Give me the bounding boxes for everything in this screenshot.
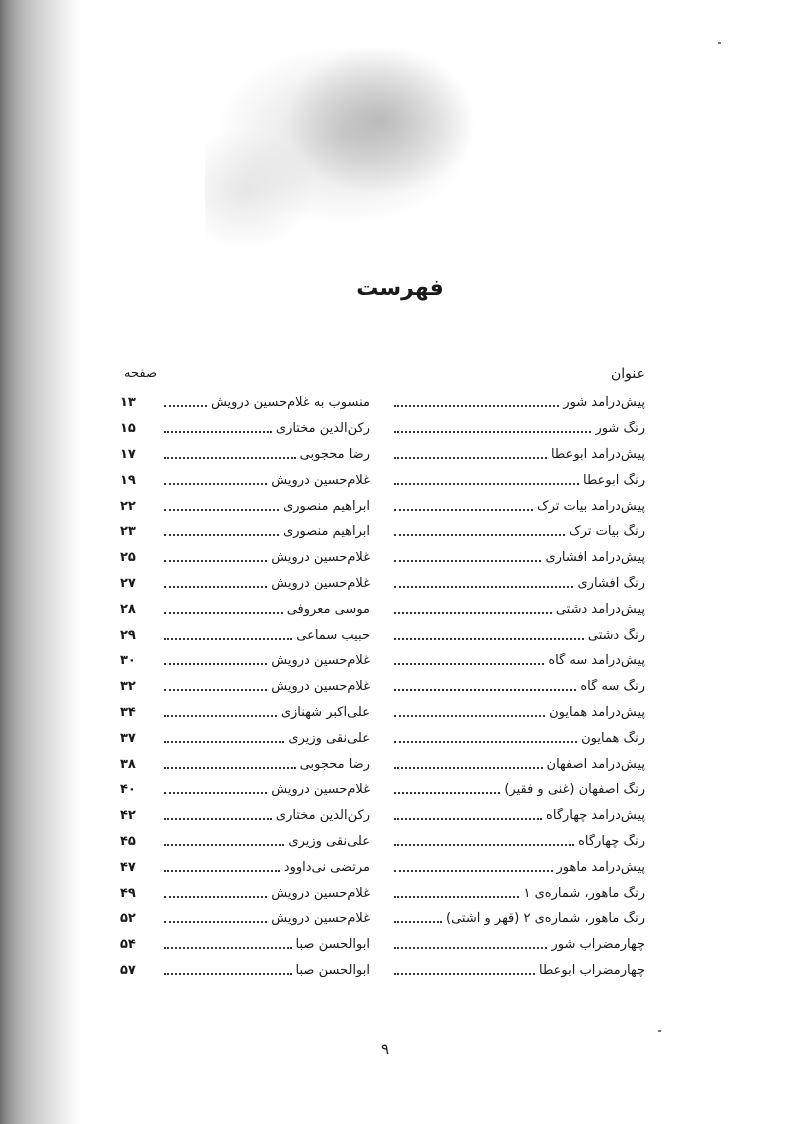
toc-entry-title: پیش‌درآمد ابوعطا [550,446,645,462]
toc-entry-author: علی‌نقی وزیری [288,730,370,746]
scan-smudge [205,40,505,260]
dot-leader [394,585,573,588]
dot-leader [164,611,283,614]
dot-leader [394,559,541,562]
toc-entry-page: ۵۴ [120,937,136,953]
toc-entry-page: ۳۰ [120,653,136,669]
scan-speck [658,1030,661,1032]
toc-entry [120,803,645,829]
dot-leader [164,662,267,665]
dot-leader [394,714,545,717]
toc-entry-page: ۲۹ [120,627,136,643]
toc-entry [120,932,645,958]
dot-leader [394,688,576,691]
toc-entry-author-cell [160,757,390,772]
toc-entry-author-cell [160,963,390,978]
toc-entry-title: چهارمضراب ابوعطا [539,962,645,978]
toc-entry-author-cell [160,550,390,565]
toc-entry-author: غلام‌حسین درویش [271,885,370,901]
dot-leader [164,559,267,562]
toc-entry-title-cell [390,782,645,797]
dot-leader [394,817,542,820]
toc-entry-title: رنگ سه گاه [580,679,645,695]
toc-entry-author-cell [160,653,390,668]
dot-leader [164,740,284,743]
dot-leader [394,482,579,485]
dot-leader [394,456,547,459]
toc-entry-title: پیش‌درآمد افشاری [545,550,645,566]
toc-entry-title-cell [390,731,645,746]
toc-entry-page: ۱۷ [120,446,136,462]
toc-entry-title-cell [390,808,645,823]
dot-leader [394,508,533,511]
toc-entry-page: ۳۲ [120,679,136,695]
dot-leader [394,946,547,949]
page-title: فهرست [356,276,444,301]
dot-leader [164,404,207,407]
dot-leader [394,869,553,872]
dot-leader [164,895,267,898]
toc-entry-page: ۴۷ [120,859,136,875]
toc-entry-title: پیش‌درآمد سه گاه [548,653,645,669]
toc-entry [120,854,645,880]
toc-entry-page: ۱۵ [120,421,136,437]
dot-leader [394,533,565,536]
toc-entry [120,648,645,674]
dot-leader [164,585,267,588]
toc-entry [120,519,645,545]
toc-entry-author: رکن‌الدین مختاری [275,421,370,437]
toc-entry-author: منسوب به غلام‌حسین درویش [210,395,370,411]
toc-entry-title: پیش‌درآمد اصفهان [546,756,645,772]
scan-speck [718,42,721,44]
toc-entry-author-cell [160,499,390,514]
dot-leader [394,920,442,923]
toc-entry-title-cell [390,860,645,875]
dot-leader [164,456,296,459]
toc-entry-page: ۴۲ [120,808,136,824]
toc-entry [120,777,645,803]
toc-entry [120,674,645,700]
toc-entry [120,416,645,442]
toc-entry-title-cell [390,937,645,952]
dot-leader [164,869,280,872]
dot-leader [164,430,272,433]
toc-entry-author-cell [160,937,390,952]
toc-entry-title: پیش‌درآمد شور [563,395,645,411]
toc-entry-title: پیش‌درآمد ماهور [556,859,645,875]
toc-entry-title-cell [390,757,645,772]
toc-entry-author-cell [160,447,390,462]
toc-entry-title-cell [390,679,645,694]
toc-entry-page: ۲۲ [120,498,136,514]
toc-entry-author: غلام‌حسین درویش [271,782,370,798]
dot-leader [164,843,284,846]
toc-entry-page: ۲۷ [120,575,136,591]
toc-entry-title-cell [390,602,645,617]
toc-entry-author: علی‌نقی وزیری [288,833,370,849]
toc-entry [120,725,645,751]
dot-leader [164,482,267,485]
toc-entry [120,442,645,468]
dot-leader [164,766,296,769]
toc-entry-title-cell [390,524,645,539]
dot-leader [164,688,267,691]
toc-entry-title-cell [390,473,645,488]
toc-entry [120,880,645,906]
toc-entry-author: حبیب سماعی [296,627,370,643]
toc-entry-title-cell [390,447,645,462]
toc-entry-title-cell [390,653,645,668]
dot-leader [394,791,500,794]
page-number: ۹ [380,1040,390,1058]
toc-entry-title: رنگ چهارگاه [578,833,645,849]
toc-entry-author-cell [160,395,390,410]
toc-entry-author: رضا محجوبی [299,756,370,772]
toc-entry-page: ۳۷ [120,730,136,746]
dot-leader [394,740,577,743]
toc-entry-author: ابراهیم منصوری [283,498,370,514]
toc-entry [120,390,645,416]
toc-entry-author-cell [160,808,390,823]
toc-entry-page: ۳۴ [120,704,136,720]
toc-entry [120,493,645,519]
toc-entry-author-cell [160,705,390,720]
toc-entry-author: رکن‌الدین مختاری [275,808,370,824]
toc-entry [120,700,645,726]
dot-leader [164,637,292,640]
toc-entry-page: ۱۳ [120,395,136,411]
toc-entry-author: رضا محجوبی [299,446,370,462]
toc-entry-author-cell [160,524,390,539]
toc-entry-title: پیش‌درآمد دشتی [555,601,645,617]
toc-entry-author: ابوالحسن صبا [295,937,370,953]
toc-entry [120,545,645,571]
dot-leader [164,714,277,717]
toc-entry-title: رنگ ماهور، شماره‌ی ۲ (قهر و آشتی) [446,911,645,927]
toc-entry [120,622,645,648]
toc-entry-title: پیش‌درآمد همایون [549,704,645,720]
toc-entry-author: غلام‌حسین درویش [271,575,370,591]
toc-entry-title-cell [390,911,645,926]
toc-entry-title-cell [390,421,645,436]
toc-entry-author: غلام‌حسین درویش [271,911,370,927]
table-of-contents [120,390,645,983]
toc-entry-page: ۲۸ [120,601,136,617]
dot-leader [394,766,543,769]
toc-entry-author-cell [160,421,390,436]
toc-entry-title-cell [390,628,645,643]
toc-entry-author-cell [160,782,390,797]
toc-entry-title-cell [390,886,645,901]
toc-entry [120,906,645,932]
toc-entry-title: رنگ بیات ترک [569,524,645,540]
toc-entry-title: رنگ ماهور، شماره‌ی ۱ [523,885,645,901]
toc-entry-title: رنگ اصفهان (غنی و فقیر) [504,782,645,798]
column-header-page: صفحه [124,366,157,381]
dot-leader [394,611,552,614]
toc-entry-page: ۳۸ [120,756,136,772]
toc-entry-author: مرتضی نی‌داوود [283,859,370,875]
toc-entry-title: رنگ افشاری [577,575,645,591]
dot-leader [394,895,519,898]
toc-entry-title: رنگ همایون [581,730,645,746]
toc-entry [120,571,645,597]
toc-entry-author: غلام‌حسین درویش [271,679,370,695]
toc-entry-author-cell [160,602,390,617]
dot-leader [394,637,584,640]
toc-entry-page: ۵۲ [120,911,136,927]
toc-entry-author: غلام‌حسین درویش [271,653,370,669]
dot-leader [164,920,267,923]
toc-entry [120,958,645,984]
toc-entry-author-cell [160,473,390,488]
toc-entry [120,751,645,777]
toc-entry-title-cell [390,395,645,410]
toc-entry-title: پیش‌درآمد بیات ترک [536,498,645,514]
toc-entry-title: چهارمضراب شور [551,937,645,953]
dot-leader [394,430,591,433]
toc-entry-author: غلام‌حسین درویش [271,550,370,566]
dot-leader [164,817,272,820]
toc-entry [120,829,645,855]
toc-entry-author: ابراهیم منصوری [283,524,370,540]
toc-entry-title-cell [390,550,645,565]
toc-entry-page: ۲۵ [120,550,136,566]
toc-entry-author-cell [160,860,390,875]
toc-entry-author: موسی معروفی [286,601,370,617]
toc-entry-author-cell [160,731,390,746]
toc-entry-page: ۴۰ [120,782,136,798]
toc-entry-page: ۱۹ [120,472,136,488]
dot-leader [164,508,279,511]
toc-entry-title: رنگ شور [595,421,645,437]
toc-entry-title: پیش‌درآمد چهارگاه [546,808,645,824]
toc-entry-page: ۵۷ [120,962,136,978]
dot-leader [164,972,292,975]
dot-leader [394,404,559,407]
dot-leader [394,662,544,665]
dot-leader [394,972,535,975]
toc-entry-title-cell [390,499,645,514]
dot-leader [164,791,267,794]
toc-entry-page: ۲۳ [120,524,136,540]
toc-entry-title-cell [390,576,645,591]
toc-entry-title: رنگ دشتی [587,627,645,643]
toc-entry-author-cell [160,628,390,643]
toc-entry [120,467,645,493]
toc-entry-author: علی‌اکبر شهنازی [280,704,370,720]
dot-leader [394,843,574,846]
toc-entry-title-cell [390,963,645,978]
toc-entry-author-cell [160,911,390,926]
toc-entry-author-cell [160,834,390,849]
toc-entry-title: رنگ ابوعطا [583,472,645,488]
toc-entry-page: ۴۵ [120,833,136,849]
dot-leader [164,946,292,949]
binding-shadow [0,0,80,1124]
toc-entry-author-cell [160,886,390,901]
toc-entry-author: غلام‌حسین درویش [271,472,370,488]
toc-entry-title-cell [390,834,645,849]
toc-entry [120,596,645,622]
toc-entry-author-cell [160,576,390,591]
dot-leader [164,533,279,536]
toc-entry-page: ۴۹ [120,885,136,901]
column-header-title: عنوان [611,366,645,382]
toc-entry-author-cell [160,679,390,694]
toc-entry-title-cell [390,705,645,720]
toc-entry-author: ابوالحسن صبا [295,962,370,978]
